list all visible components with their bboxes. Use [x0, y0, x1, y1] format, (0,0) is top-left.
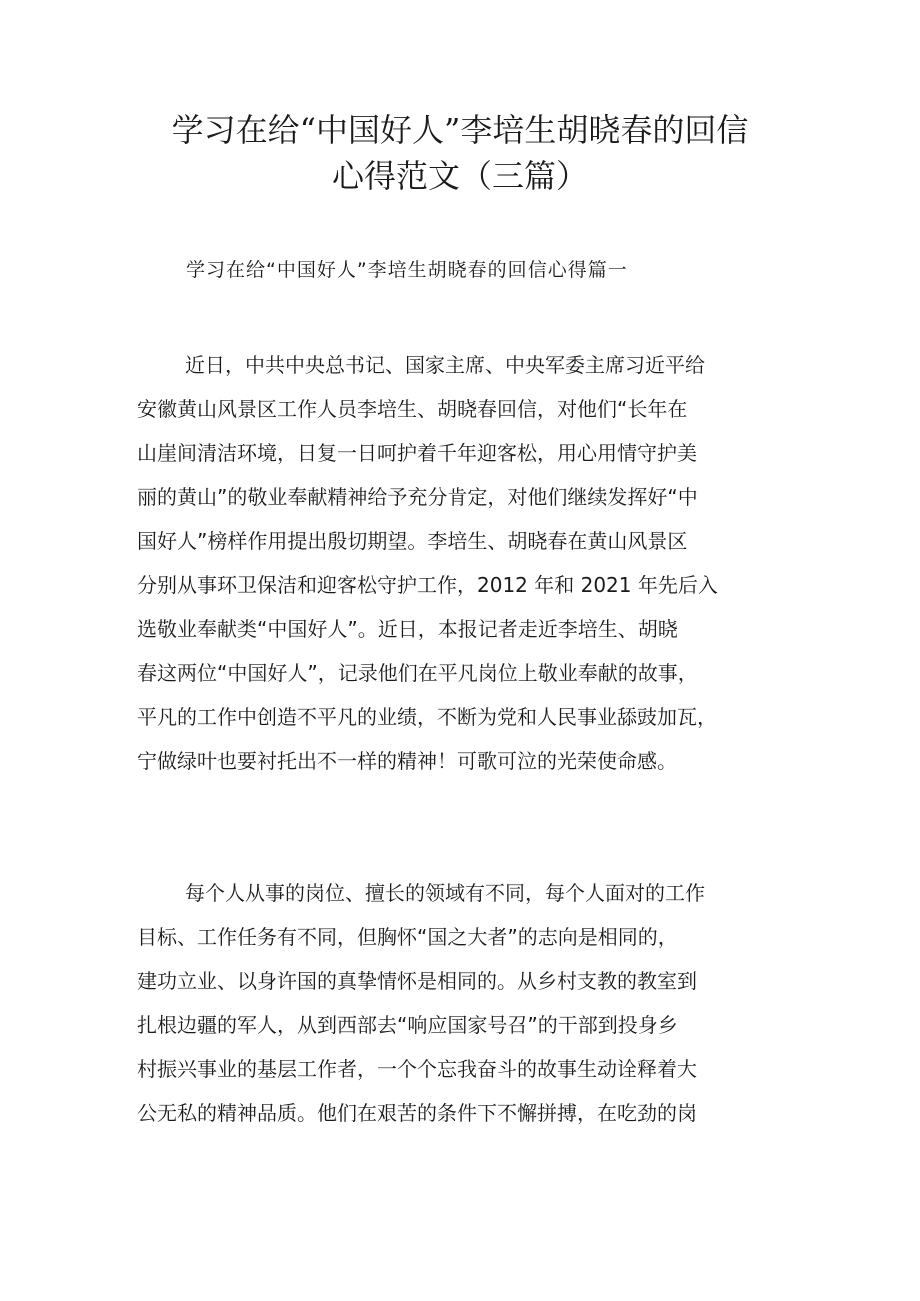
- paragraph-1: [137, 343, 797, 783]
- paragraph-line: 山崖间清洁环境，日复一日呵护着千年迎客松，用心用情守护美: [137, 441, 697, 465]
- paragraph-line: 分别从事环卫保洁和迎客松守护工作，2012 年和 2021 年先后入: [137, 573, 718, 597]
- paragraph-line: 平凡的工作中创造不平凡的业绩，不断为党和人民事业舔豉加瓦，: [137, 705, 717, 729]
- document-title-line-2: 心得范文（三篇）: [331, 157, 588, 195]
- paragraph-line: 公无私的精神品质。他们在艰苦的条件下不懈拼搏，在吃劲的岗: [137, 1101, 697, 1125]
- section-heading: 学习在给“中国好人”李培生胡晓春的回信心得篇一: [186, 259, 628, 281]
- paragraph-line: 宁做绿叶也要衬托出不一样的精神！可歌可泣的光荣使命感。: [137, 749, 677, 773]
- paragraph-line: 村振兴事业的基层工作者，一个个忘我奋斗的故事生动诠释着大: [137, 1057, 697, 1081]
- paragraph-line: 每个人从事的岗位、擅长的领域有不同，每个人面对的工作: [185, 881, 705, 905]
- paragraph-line: 春这两位“中国好人”，记录他们在平凡岗位上敬业奉献的故事，: [137, 661, 698, 685]
- paragraph-2: [137, 871, 797, 1135]
- paragraph-line: 近日，中共中央总书记、国家主席、中央军委主席习近平给: [185, 353, 705, 377]
- paragraph-line: 建功立业、以身许国的真挚情怀是相同的。从乡村支教的教室到: [137, 969, 697, 993]
- paragraph-line: 扎根边疆的军人，从到西部去“响应国家号召”的干部到投身乡: [137, 1013, 678, 1037]
- paragraph-line: 丽的黄山”的敬业奉献精神给予充分肯定，对他们继续发挥好“中: [137, 485, 698, 509]
- paragraph-line: 目标、工作任务有不同，但胸怀“国之大者”的志向是相同的，: [137, 925, 678, 949]
- paragraph-line: 安徽黄山风景区工作人员李培生、胡晓春回信，对他们“长年在: [137, 397, 688, 421]
- paragraph-line: 国好人”榜样作用提出殷切期望。李培生、胡晓春在黄山风景区: [137, 529, 688, 553]
- document-title-line-1: 学习在给“中国好人”李培生胡晓春的回信: [171, 111, 749, 149]
- paragraph-line: 选敬业奉献类“中国好人”。近日，本报记者走近李培生、胡晓: [137, 617, 678, 641]
